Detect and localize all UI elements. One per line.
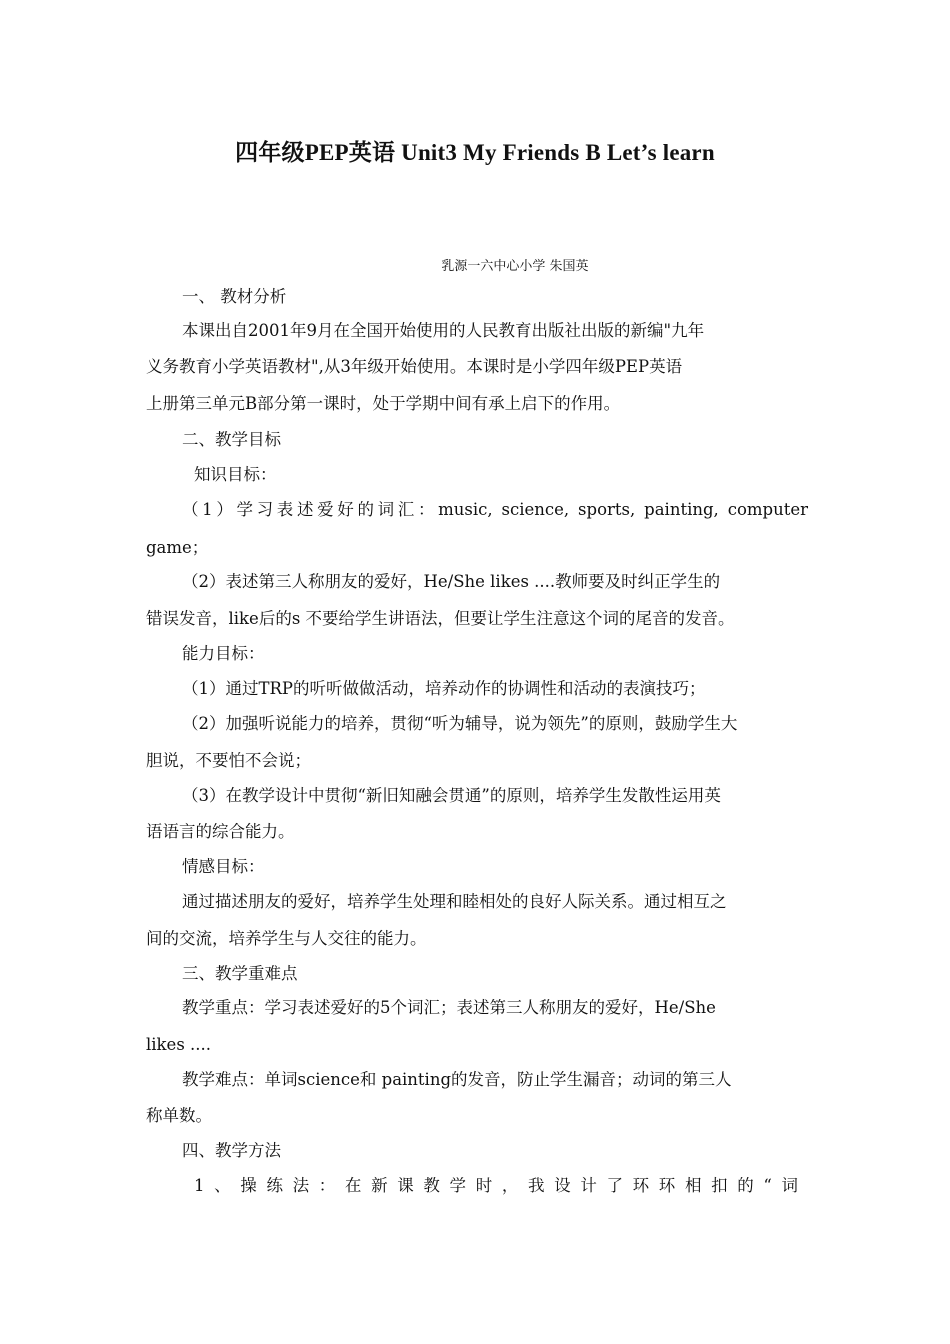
paragraph-line: 本课出自2001年9月在全国开始使用的人民教育出版社出版的新编"九年 [182,321,705,340]
subheading: 情感目标： [182,857,265,876]
document-title: 四年级PEP英语 Unit3 My Friends B Let’s learn [235,140,715,165]
paragraph-line: game； [146,538,209,557]
paragraph-line: likes .... [146,1035,212,1054]
section-heading: 一、 教材分析 [182,287,287,306]
paragraph-line: 教学难点：单词science和 painting的发音，防止学生漏音；动词的第三人 [182,1070,732,1089]
paragraph-line: （1）学习表述爱好的词汇：music, science, sports, painting, computer [182,500,808,519]
section-heading: 四、教学方法 [182,1141,281,1160]
paragraph-line: （1）通过TRP的听听做做活动，培养动作的协调性和活动的表演技巧； [182,679,706,698]
paragraph-line: 上册第三单元B部分第一课时，处于学期中间有承上启下的作用。 [146,394,621,413]
paragraph-line: 语语言的综合能力。 [146,822,295,841]
paragraph-line: 教学重点：学习表述爱好的5个词汇；表述第三人称朋友的爱好，He/She [182,998,716,1017]
paragraph-line: 间的交流，培养学生与人交往的能力。 [146,929,427,948]
subheading: 能力目标： [182,644,265,663]
author-line: 乳源一六中心小学 朱国英 [441,259,589,274]
paragraph-line: （2）加强听说能力的培养，贯彻“听为辅导，说为领先”的原则，鼓励学生大 [182,714,738,733]
paragraph-line: 义务教育小学英语教材",从3年级开始使用。本课时是小学四年级PEP英语 [146,357,683,376]
paragraph-line: 错误发音，like后的s 不要给学生讲语法，但要让学生注意这个词的尾音的发音。 [146,609,735,628]
paragraph-line: 胆说，不要怕不会说； [146,751,311,770]
section-heading: 三、教学重难点 [182,964,298,983]
paragraph-line: （3）在教学设计中贯彻“新旧知融会贯通”的原则，培养学生发散性运用英 [182,786,721,805]
paragraph-line: 称单数。 [146,1106,212,1125]
paragraph-line: 通过描述朋友的爱好，培养学生处理和睦相处的良好人际关系。通过相互之 [182,892,727,911]
paragraph-line: （2）表述第三人称朋友的爱好，He/She likes ....教师要及时纠正学生的 [182,572,721,591]
subheading: 知识目标： [194,465,277,484]
section-heading: 二、教学目标 [182,430,281,449]
paragraph-line: 1、操练法：在新课教学时，我设计了环环相扣的“词 [194,1176,798,1195]
